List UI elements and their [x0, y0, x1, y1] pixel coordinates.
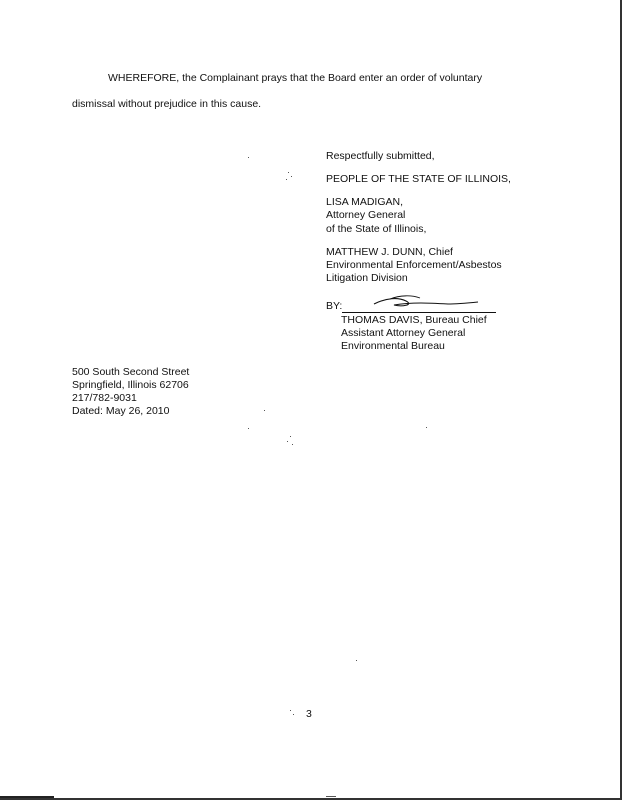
signer-title-2: Environmental Bureau: [341, 340, 445, 353]
scan-edge-mark: [0, 796, 54, 798]
scan-speck: [287, 441, 288, 442]
signature-block: [326, 150, 511, 285]
scan-speck: [248, 157, 249, 158]
scan-speck: [426, 427, 427, 428]
scan-speck: [248, 428, 249, 429]
scan-speck: [326, 796, 336, 797]
closing-text: Respectfully submitted,: [326, 150, 435, 162]
signer-block: [341, 314, 487, 353]
address-block: [72, 366, 189, 419]
signature-line: [342, 312, 496, 313]
page-number: 3: [306, 708, 312, 720]
scan-speck: [290, 436, 291, 437]
address-street: 500 South Second Street: [72, 366, 190, 378]
scan-speck: [288, 172, 289, 173]
scan-speck: [264, 410, 265, 411]
date-line: Dated: May 26, 2010: [72, 405, 170, 418]
chief-title: Environmental Enforcement/Asbestos: [326, 258, 502, 271]
by-label: BY:: [326, 300, 343, 312]
scan-speck: [356, 660, 357, 661]
scan-speck: [290, 710, 291, 711]
scan-speck: [291, 176, 292, 177]
attorney-general-title-2: of the State of Illinois,: [326, 222, 427, 235]
address-city: Springfield, Illinois 62706: [72, 379, 189, 392]
paragraph-line-2: dismissal without prejudice in this cause.: [72, 98, 262, 110]
signer-name: THOMAS DAVIS, Bureau Chief: [341, 314, 487, 326]
scan-speck: [286, 179, 287, 180]
attorney-general-title: Attorney General: [326, 209, 406, 222]
handwritten-signature: [372, 292, 482, 312]
chief-title-2: Litigation Division: [326, 271, 408, 284]
scan-speck: [293, 714, 294, 715]
address-phone: 217/782-9031: [72, 392, 137, 405]
attorney-general-name: LISA MADIGAN,: [326, 196, 404, 209]
party-name: PEOPLE OF THE STATE OF ILLINOIS,: [326, 173, 511, 186]
chief-name: MATTHEW J. DUNN, Chief: [326, 245, 453, 258]
scan-speck: [292, 444, 293, 445]
signer-title: Assistant Attorney General: [341, 327, 466, 340]
paragraph-line-1: WHEREFORE, the Complainant prays that the Board enter an order of voluntary: [108, 72, 483, 84]
